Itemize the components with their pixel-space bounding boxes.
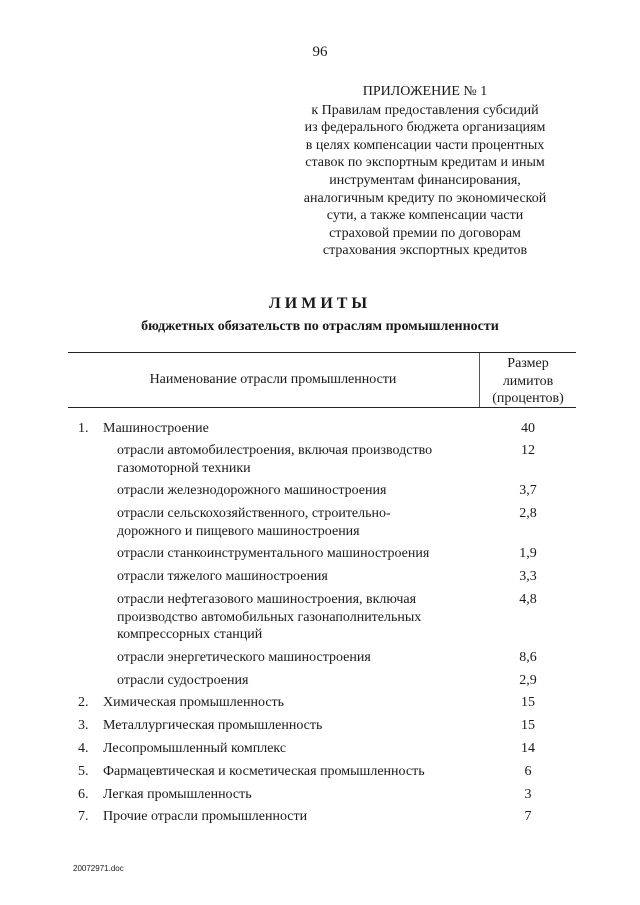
row-number: 7.: [78, 809, 89, 824]
row-name-line: отрасли тяжелого машиностроения: [117, 569, 328, 584]
row-industry-name: [117, 591, 472, 644]
appendix-line: страхования экспортных кредитов: [322, 243, 528, 259]
row-industry-name: [103, 717, 473, 735]
row-name-line: Легкая промышленность: [103, 787, 252, 802]
row-limit-value: 40: [521, 421, 535, 436]
appendix-line: аналогичным кредиту по экономической: [303, 190, 547, 206]
row-industry-name: [117, 568, 472, 586]
appendix-line: инструментам финансирования,: [329, 172, 521, 188]
row-name-line: газомоторной техники: [117, 460, 251, 476]
row-name-line: отрасли автомобилестроения, включая производство: [117, 443, 433, 458]
footer-filename: 20072971.doc: [73, 864, 124, 873]
row-name-line: Прочие отрасли промышленности: [103, 809, 308, 824]
row-name-line: отрасли сельскохозяйственного, строительно-: [117, 506, 391, 521]
row-name-line: Машиностроение: [103, 421, 209, 436]
document-title: ЛИМИТЫ: [268, 295, 372, 312]
row-limit-value: 2,8: [519, 506, 537, 521]
row-number: 1.: [78, 421, 89, 436]
row-number: 5.: [78, 764, 89, 779]
table-header-size-line: Размер: [507, 356, 549, 371]
row-industry-name: [117, 672, 472, 690]
row-name-line: производство автомобильных газонаполнительных: [117, 609, 422, 625]
row-number: 2.: [78, 695, 89, 710]
row-name-line: Лесопромышленный комплекс: [103, 741, 287, 756]
row-name-line: отрасли судостроения: [117, 673, 249, 688]
row-name-line: отрасли энергетического машиностроения: [117, 650, 371, 665]
row-limit-value: 4,8: [519, 592, 537, 607]
row-name-line: Металлургическая промышленность: [103, 718, 323, 733]
row-limit-value: 15: [521, 695, 535, 710]
row-name-line: дорожного и пищевого машиностроения: [117, 523, 360, 539]
row-industry-name: [103, 808, 473, 826]
row-industry-name: [103, 420, 473, 438]
row-name-line: отрасли нефтегазового машиностроения, включая: [117, 592, 417, 607]
table-header-size-line: лимитов: [502, 373, 554, 389]
row-industry-name: [103, 786, 473, 804]
appendix-line: страховой премии по договорам: [329, 225, 521, 241]
row-limit-value: 15: [521, 718, 535, 733]
appendix-line: ставок по экспортным кредитам и иным: [305, 155, 545, 171]
row-name-line: Фармацевтическая и косметическая промышленность: [103, 764, 425, 779]
row-name-line: отрасли станкоинструментального машиностроения: [117, 546, 430, 561]
row-number: 4.: [78, 741, 89, 756]
appendix-line: сути, а также компенсации части: [326, 208, 524, 224]
row-name-line: Химическая промышленность: [103, 695, 285, 710]
row-industry-name: [117, 545, 472, 563]
row-limit-value: 2,9: [519, 673, 537, 688]
document-subtitle: бюджетных обязательств по отраслям промышленности: [141, 319, 499, 334]
appendix-block: [280, 83, 570, 260]
appendix-line: к Правилам предоставления субсидий: [311, 102, 539, 118]
appendix-title: ПРИЛОЖЕНИЕ № 1: [362, 84, 488, 99]
table-header-size-line: (процентов): [492, 391, 564, 406]
row-number: 3.: [78, 718, 89, 733]
row-industry-name: [103, 694, 473, 712]
table-header-name: Наименование отрасли промышленности: [149, 372, 397, 387]
row-name-line: отрасли железнодорожного машиностроения: [117, 483, 387, 498]
row-industry-name: [117, 505, 472, 540]
row-limit-value: 3,3: [519, 569, 537, 584]
row-limit-value: 3: [524, 787, 532, 802]
row-limit-value: 1,9: [519, 546, 537, 561]
row-number: 6.: [78, 787, 89, 802]
appendix-line: из федерального бюджета организациям: [304, 120, 546, 136]
row-limit-value: 8,6: [519, 650, 537, 665]
row-industry-name: [117, 442, 472, 477]
row-industry-name: [103, 763, 473, 781]
row-limit-value: 14: [521, 741, 535, 756]
appendix-line: в целях компенсации части процентных: [305, 137, 545, 153]
row-limit-value: 6: [524, 764, 532, 779]
row-limit-value: 7: [524, 809, 532, 824]
table-header-size: [480, 355, 576, 408]
row-limit-value: 12: [521, 443, 535, 458]
row-name-line: компрессорных станций: [117, 627, 263, 642]
row-industry-name: [103, 740, 473, 758]
row-industry-name: [117, 482, 472, 500]
table-top-rule: [68, 352, 576, 353]
row-limit-value: 3,7: [519, 483, 537, 498]
row-industry-name: [117, 649, 472, 667]
page-number: 96: [312, 44, 328, 60]
